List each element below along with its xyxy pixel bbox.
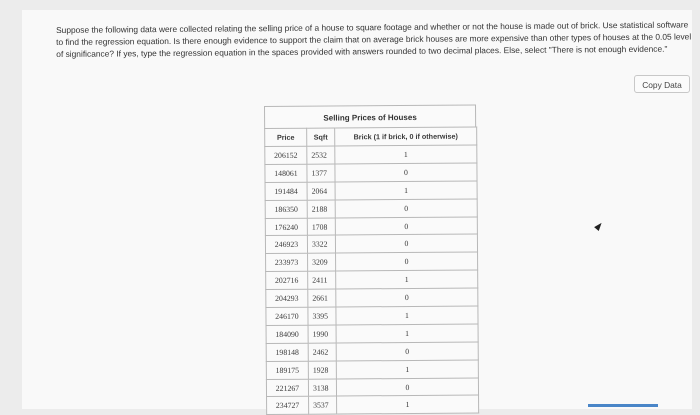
- cell-sqft: 1990: [308, 325, 336, 343]
- cell-brick: 1: [336, 270, 478, 289]
- cell-price: 148061: [265, 164, 307, 182]
- cell-sqft: 3537: [309, 396, 337, 414]
- cell-brick: 1: [335, 181, 477, 200]
- table-row: [266, 378, 478, 397]
- table-row: [265, 163, 477, 182]
- cell-price: 191484: [265, 182, 307, 200]
- cell-brick: 0: [335, 217, 477, 236]
- table-caption: Selling Prices of Houses: [264, 105, 476, 128]
- cell-price: 206152: [265, 146, 307, 164]
- table-row: [266, 252, 478, 271]
- cell-price: 234727: [267, 397, 309, 415]
- cell-sqft: 2462: [308, 343, 336, 361]
- cell-brick: 0: [336, 288, 478, 307]
- cell-brick: 1: [335, 145, 477, 164]
- table-row: [265, 217, 477, 236]
- table-row: [265, 181, 477, 200]
- cell-brick: 1: [337, 395, 479, 414]
- table-row: [266, 324, 478, 343]
- cell-sqft: 1928: [308, 361, 336, 379]
- cell-sqft: 3395: [308, 307, 336, 325]
- question-text: Suppose the following data were collected relating the selling price of a house to square footage and whether or not the house is made out of brick. Use statistical software to find the regression equation. Is there enough evidence to support the claim that on average brick houses are more expensive than other types of houses at the 0.05 level of significance? If yes, type the regression equation in the spaces provided with answers rounded to two decimal places. Else, select "There is not enough evidence.": [56, 19, 692, 60]
- table-row: [266, 342, 478, 361]
- cell-sqft: 2411: [308, 271, 336, 289]
- table-row: [266, 306, 478, 325]
- cell-price: 221267: [266, 379, 308, 397]
- cell-price: 176240: [265, 218, 307, 236]
- cell-brick: 0: [336, 252, 478, 271]
- cell-price: 184090: [266, 325, 308, 343]
- column-header-price: Price: [265, 128, 307, 146]
- column-header-brick: Brick (1 if brick, 0 if otherwise): [335, 127, 477, 146]
- cell-sqft: 3322: [307, 235, 335, 253]
- cell-brick: 0: [335, 199, 477, 218]
- cell-sqft: 2188: [307, 200, 335, 218]
- cell-sqft: 1377: [307, 164, 335, 182]
- cell-price: 246170: [266, 307, 308, 325]
- cell-brick: 1: [336, 324, 478, 343]
- cell-price: 233973: [266, 254, 308, 272]
- table-row: [266, 270, 478, 289]
- cell-price: 198148: [266, 343, 308, 361]
- cell-sqft: 3138: [308, 379, 336, 397]
- table-body: [265, 145, 479, 415]
- blue-scroll-indicator: [588, 404, 658, 407]
- table-row: [265, 145, 477, 164]
- cell-sqft: 3209: [308, 253, 336, 271]
- cell-brick: 0: [336, 378, 478, 397]
- cell-price: 189175: [266, 361, 308, 379]
- cell-sqft: 2532: [307, 146, 335, 164]
- cell-brick: 1: [336, 306, 478, 325]
- cell-sqft: 2661: [308, 289, 336, 307]
- table-row: [266, 360, 478, 379]
- cell-brick: 0: [335, 234, 477, 253]
- cell-sqft: 1708: [307, 218, 335, 236]
- cell-price: 202716: [266, 271, 308, 289]
- table-row: [265, 199, 477, 218]
- cell-price: 204293: [266, 289, 308, 307]
- table-header-row: [265, 127, 477, 146]
- question-page: [22, 10, 692, 409]
- cell-brick: 0: [335, 163, 477, 182]
- data-table-container: [264, 105, 478, 415]
- table-row: [265, 234, 477, 253]
- cell-brick: 1: [336, 360, 478, 379]
- table-row: [266, 288, 478, 307]
- copy-data-button[interactable]: Copy Data: [634, 75, 690, 93]
- cell-sqft: 2064: [307, 182, 335, 200]
- table-row: [267, 395, 479, 414]
- column-header-sqft: Sqft: [307, 128, 335, 146]
- cell-price: 186350: [265, 200, 307, 218]
- data-table: [264, 127, 479, 415]
- cell-price: 246923: [265, 236, 307, 254]
- cell-brick: 0: [336, 342, 478, 361]
